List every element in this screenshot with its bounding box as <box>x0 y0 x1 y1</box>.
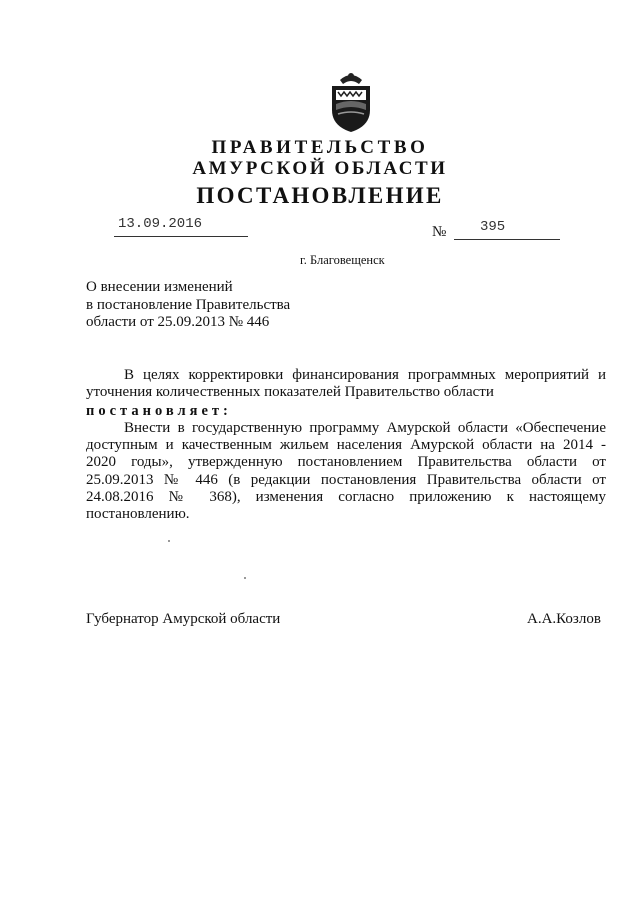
document-type: ПОСТАНОВЛЕНИЕ <box>196 183 444 208</box>
clause-line: 24.08.2016 № 368), изменения согласно приложению к настоящему <box>86 488 606 505</box>
number-sign: № <box>432 224 447 240</box>
city: г. Благовещенск <box>300 253 385 267</box>
signatory-title: Губернатор Амурской области <box>86 611 281 627</box>
preamble-line: В целях корректировки финансирования программных мероприятий и <box>124 367 606 383</box>
number-underline <box>454 239 560 240</box>
clause-line: Внести в государственную программу Амурской области «Обеспечение <box>124 420 606 436</box>
clause-line: доступным и качественным жильем населения Амурской области на 2014 - <box>86 437 606 454</box>
preamble <box>86 367 606 401</box>
signatory-name: А.А.Козлов <box>527 611 601 627</box>
decree-word: постановляет: <box>86 403 232 419</box>
preamble-line: уточнения количественных показателей Правительство области <box>86 384 494 401</box>
document-date: 13.09.2016 <box>118 216 203 232</box>
clause-line: постановлению. <box>86 506 190 523</box>
subject <box>86 279 290 332</box>
clause <box>86 420 606 523</box>
clause-line: 2020 годы», утвержденную постановлением Правительства области от <box>86 454 606 471</box>
clause-line: 25.09.2013 № 446 (в редакции постановления Правительства области от <box>86 471 606 488</box>
subject-line: области от 25.09.2013 № 446 <box>86 314 270 330</box>
subject-line: в постановление Правительства <box>86 296 291 313</box>
document-number: 395 <box>480 219 506 235</box>
subject-line: О внесении изменений <box>86 279 233 295</box>
scan-speck <box>168 540 170 542</box>
government-title: ПРАВИТЕЛЬСТВО <box>211 137 429 158</box>
date-underline <box>114 236 248 237</box>
region-title: АМУРСКОЙ ОБЛАСТИ <box>192 158 448 179</box>
scan-speck <box>244 577 246 579</box>
coat-of-arms-icon <box>326 70 376 134</box>
